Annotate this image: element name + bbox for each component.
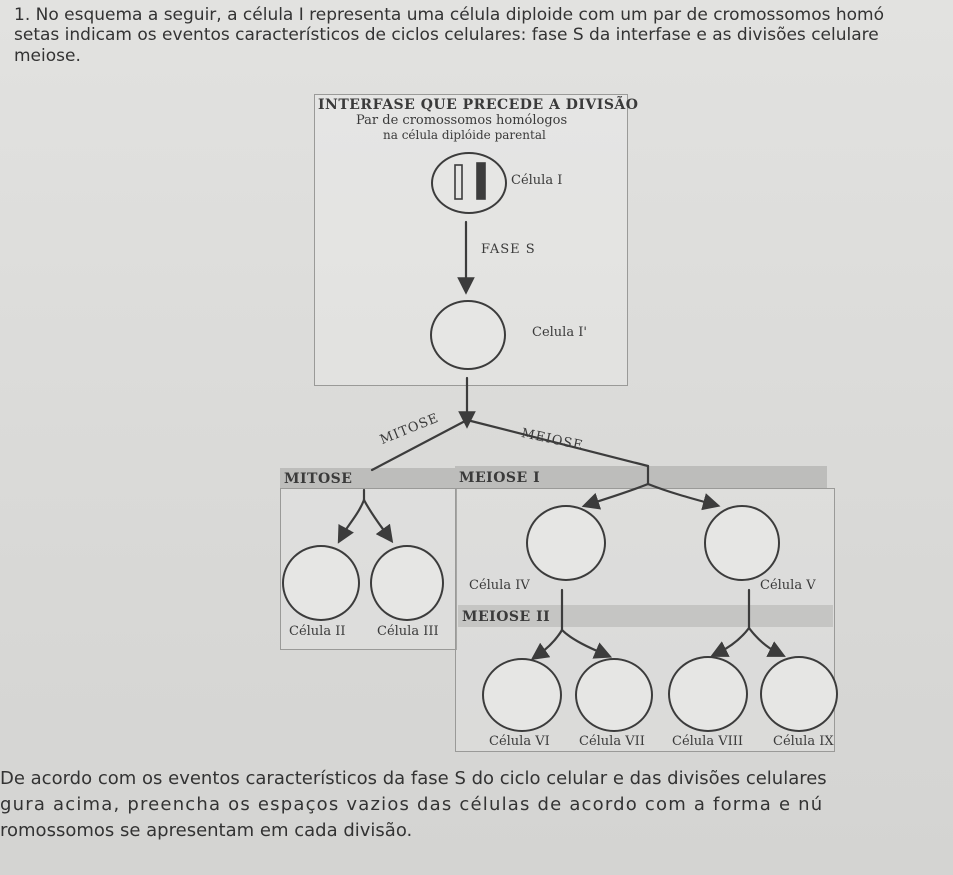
cell-4-label: Célula IV	[469, 578, 530, 593]
meiose-arrow-label: MEIOSE	[519, 426, 585, 454]
meiose2-header: MEIOSE II	[462, 609, 551, 625]
question-line-1: 1. No esquema a seguir, a célula I representa uma célula diploide com um par de cromossomos homó	[14, 5, 885, 25]
question-bottom-1: De acordo com os eventos característicos da fase S do ciclo celular e das divisões celulares	[0, 768, 827, 789]
cell-2-label: Célula II	[289, 624, 346, 639]
mitose-arrow-label: MITOSE	[378, 410, 442, 448]
pair-line-1: Par de cromossomos homólogos	[356, 113, 568, 128]
pair-line-2: na célula diplóide parental	[383, 128, 546, 142]
cell-1-prime-label: Celula I'	[532, 325, 587, 340]
mitose-header: MITOSE	[284, 471, 353, 487]
meiose1-header: MEIOSE I	[459, 470, 541, 486]
cell-1-label: Célula I	[511, 173, 563, 188]
interphase-title: INTERFASE QUE PRECEDE A DIVISÃO	[318, 97, 639, 113]
cell-3-label: Célula III	[377, 624, 439, 639]
cell-9-label: Célula IX	[773, 734, 834, 749]
cell-5-label: Célula V	[760, 578, 816, 593]
question-line-3: meiose.	[14, 46, 81, 66]
question-bottom-2: gura acima, preencha os espaços vazios das células de acordo com a forma e nú	[0, 794, 824, 815]
cell-8-label: Célula VIII	[672, 734, 744, 749]
question-line-2: setas indicam os eventos característicos de ciclos celulares: fase S da interfase e as divisões celulare	[14, 25, 879, 45]
question-bottom-3: romossomos se apresentam em cada divisão.	[0, 820, 413, 841]
cell-6-label: Célula VI	[489, 734, 550, 749]
phase-s-label: FASE S	[481, 242, 536, 257]
cell-7-label: Célula VII	[579, 734, 645, 749]
